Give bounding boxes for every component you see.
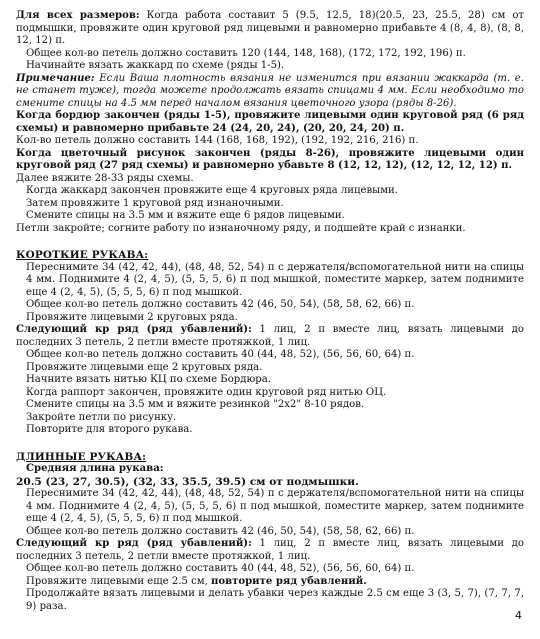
document-page [16, 10, 524, 613]
long-sleeves-avg-value: 20.5 (23, 27, 30.5), (32, 33, 35.5, 39.5) см от подмышки. [16, 475, 359, 488]
short-decrease-label: Следующий кр ряд (ряд убавлений): [16, 324, 252, 335]
long-sleeves-decrease-row [16, 538, 524, 563]
all-sizes-text: Когда работа составит 5 (9.5, 12.5, 18)(20.5, 23, 25.5, 28) см от подмышки, провяжите один круговой ряд лицевыми и равномерно прибавьте 4 (8, 4, 8), (8, 8, 12, 12) п. [16, 10, 525, 46]
rows-28-33: Далее вяжите 28-33 ряды схемы. [16, 172, 194, 184]
short-sleeves-repeat-done: Когда раппорт закончен, провяжите один круговой ряд нитью ОЦ. [26, 386, 387, 398]
short-sleeves-bind-off: Закройте петли по рисунку. [26, 411, 177, 423]
long-sleeves-total-42: Общее кол-во петель должно составить 42 (46, 50, 54), (58, 58, 62, 66) п. [26, 525, 415, 537]
long-decrease-label: Следующий кр ряд (ряд убавлений): [16, 538, 252, 549]
change-needles-35: Смените спицы на 3.5 мм и вяжите еще 6 рядов лицевыми. [26, 210, 345, 221]
note-label: Примечание: [16, 72, 95, 84]
long-decrease-text: 1 лиц, 2 п вместе лиц, вязать лицевыми до последних 3 петель, 2 петли вместе протяжкой, 1 лиц. [16, 538, 524, 562]
long-sleeves-total-40: Общее кол-во петель должно составить 40 (44, 48, 52), (56, 56, 60, 64) п. [26, 563, 415, 574]
all-sizes-paragraph [16, 10, 524, 48]
border-done-paragraph: Когда бордюр закончен (ряды 1-5), провяжите лицевыми один круговой ряд (6 ряд схемы) и равномерно прибавьте 24 (24, 20, 24), (20, 20, 24, 20) п. [16, 110, 524, 134]
bind-off-hem: Петли закройте; согните работу по изнаночному ряду, и подшейте край с изнанки. [16, 222, 466, 234]
short-sleeves-total-42: Общее кол-во петель должно составить 42 (46, 50, 54), (58, 58, 62, 66) п. [26, 299, 415, 310]
short-sleeves-knit-2-rounds: Провяжите лицевыми 2 круговых ряда. [26, 311, 238, 323]
long-sleeves-continue: Продолжайте вязать лицевыми и делать убавки через каждые 2.5 см еще 3 (3, 5, 7), (7, 7, 7, 9) раза. [26, 588, 524, 612]
flower-done-paragraph: Когда цветочный рисунок закончен (ряды 8-26), провяжите лицевыми один круговой ряд (27 ряд схемы) и равномерно убавьте 8 (12, 12, 12), (12, 12, 12, 12) п. [16, 147, 524, 171]
jacquard-done: Когда жаккард закончен провяжите еще 4 круговых ряда лицевыми. [26, 185, 398, 196]
page-number: 4 [515, 609, 522, 622]
short-sleeves-border-chart: Начните вязать нитью КЦ по схеме Бордюра. [26, 374, 271, 385]
long-sleeves-knit-25 [16, 576, 524, 589]
short-decrease-text: 1 лиц, 2 п вместе лиц, вязать лицевыми до последних 3 петель, 2 петли вместе протяжкой, 1 лиц. [16, 324, 524, 348]
total-stitches-144: Кол-во петель должно составить 144 (168, 168, 192), (192, 192, 216, 216) п. [16, 135, 419, 146]
long-knit-bold: повторите ряд убавлений. [211, 575, 367, 587]
short-sleeves-heading: КОРОТКИЕ РУКАВА: [16, 249, 149, 261]
long-sleeves-pickup: Переснимите 34 (42, 42, 44), (48, 48, 52, 54) п с держателя/вспомогательной нити на спицы 4 мм. Поднимите 4 (2, 4, 5), (5, 5, 5, 6) п под мышкой, поместите маркер, затем поднимите еще 4 (2, 4, 5), (5, 5, 5, 6) п под мышкой. [26, 488, 524, 524]
short-sleeves-rib: Смените спицы на 3.5 мм и вяжите резинкой "2x2" 8-10 рядов. [26, 399, 365, 410]
note-text: Если Ваша плотность вязания не изменится при вязании жаккарда (т. е. не станет туже), тогда можете продолжать вязать спицами 4 мм. Если необходимо то смените спицы на 4.5 мм перед началом вязания цветочного узора (ряды 8-26). [16, 72, 524, 109]
short-sleeves-decrease-row [16, 324, 524, 349]
purl-row: Затем провяжите 1 круговой ряд изнаночными. [26, 197, 284, 209]
short-sleeves-knit-2-more: Провяжите лицевыми еще 2 круговых ряда. [26, 361, 263, 373]
short-sleeves-pickup: Переснимите 34 (42, 42, 44), (48, 48, 52, 54) п с держателя/вспомогательной нити на спицы 4 мм. Поднимите 4 (2, 4, 5), (5, 5, 5, 6) п под мышкой, поместите маркер, затем поднимите еще 4 (2, 4, 5), (5, 5, 5, 6) п под мышкой. [26, 261, 524, 298]
start-jacquard: Начинайте вязать жаккард по схеме (ряды 1-5). [26, 60, 285, 71]
short-sleeves-repeat-second: Повторите для второго рукава. [26, 424, 193, 435]
short-sleeves-total-40: Общее кол-во петель должно составить 40 (44, 48, 52), (56, 56, 60, 64) п. [26, 349, 415, 360]
long-sleeves-avg-label: Средняя длина рукава: [26, 463, 164, 474]
total-stitches-120: Общее кол-во петель должно составить 120 (144, 148, 168), (172, 172, 192, 196) п. [26, 47, 466, 59]
all-sizes-label: Для всех размеров: [16, 10, 140, 21]
note-paragraph [16, 73, 524, 111]
long-sleeves-heading: ДЛИННЫЕ РУКАВА: [16, 450, 147, 463]
long-knit-plain: Провяжите лицевыми еще 2.5 см, [26, 575, 211, 587]
